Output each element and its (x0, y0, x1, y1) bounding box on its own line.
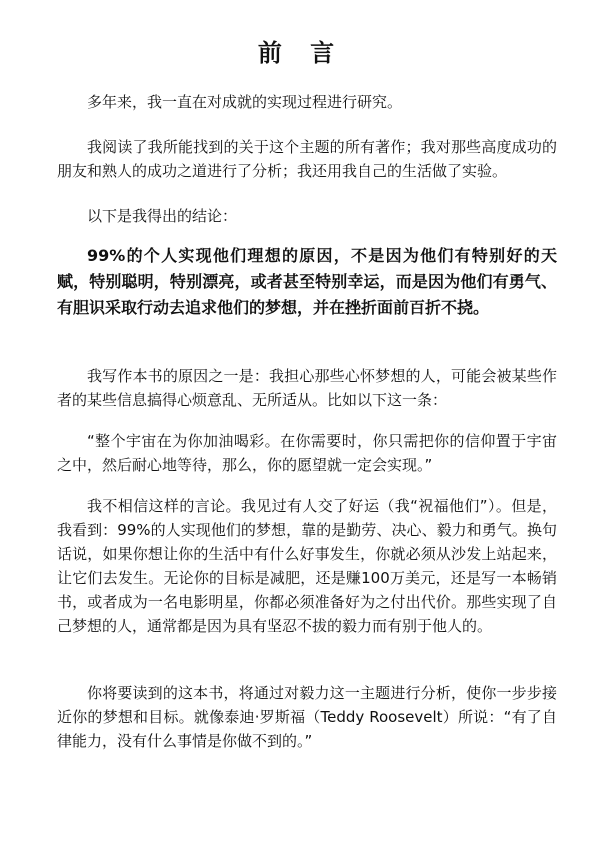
page-title: 前 言 (257, 39, 345, 67)
paragraph-intro: 多年来，我一直在对成就的实现过程进行研究。 (87, 93, 403, 111)
paragraph-conclusion: 99%的个人实现他们理想的原因，不是因为他们有特别好的天赋，特别聪明，特别漂亮，或者甚至特别幸运，而是因为他们有勇气、有胆识采取行动去追求他们的梦想，并在挫折面前百折不挠。 (57, 246, 557, 317)
paragraph-disbelief: 我不相信这样的言论。我见过有人交了好运（我“祝福他们”）。但是，我看到：99%的人实现他们的梦想，靠的是勤劳、决心、毅力和勇气。换句话说，如果你想让你的生活中有什么好事发生，你就必须从沙发上站起来，让它们去发生。无论你的目标是减肥，还是赚100万美元，还是写一本畅销书，或者成为一名电影明星，你都必须准备好为之付出代价。那些实现了自己梦想的人，通常都是因为具有坚忍不拔的毅力而有别于他人的。 (57, 497, 557, 635)
paragraph-closing: 你将要读到的这本书，将通过对毅力这一主题进行分析，使你一步步接近你的梦想和目标。就像泰迪·罗斯福（Teddy Roosevelt）所说：“有了自律能力，没有什么事情是你做不到的。” (57, 684, 557, 750)
paragraph-reason: 我写作本书的原因之一是：我担心那些心怀梦想的人，可能会被某些作者的某些信息搞得心烦意乱、无所适从。比如以下这一条： (57, 367, 557, 409)
paragraph-conclusion-lead: 以下是我得出的结论： (87, 207, 238, 225)
paragraph-quote: “整个宇宙在为你加油喝彩。在你需要时，你只需把你的信仰置于宇宙之中，然后耐心地等待，那么，你的愿望就一定会实现。” (57, 432, 557, 474)
paragraph-research: 我阅读了我所能找到的关于这个主题的所有著作；我对那些高度成功的朋友和熟人的成功之道进行了分析；我还用我自己的生活做了实验。 (57, 138, 557, 180)
